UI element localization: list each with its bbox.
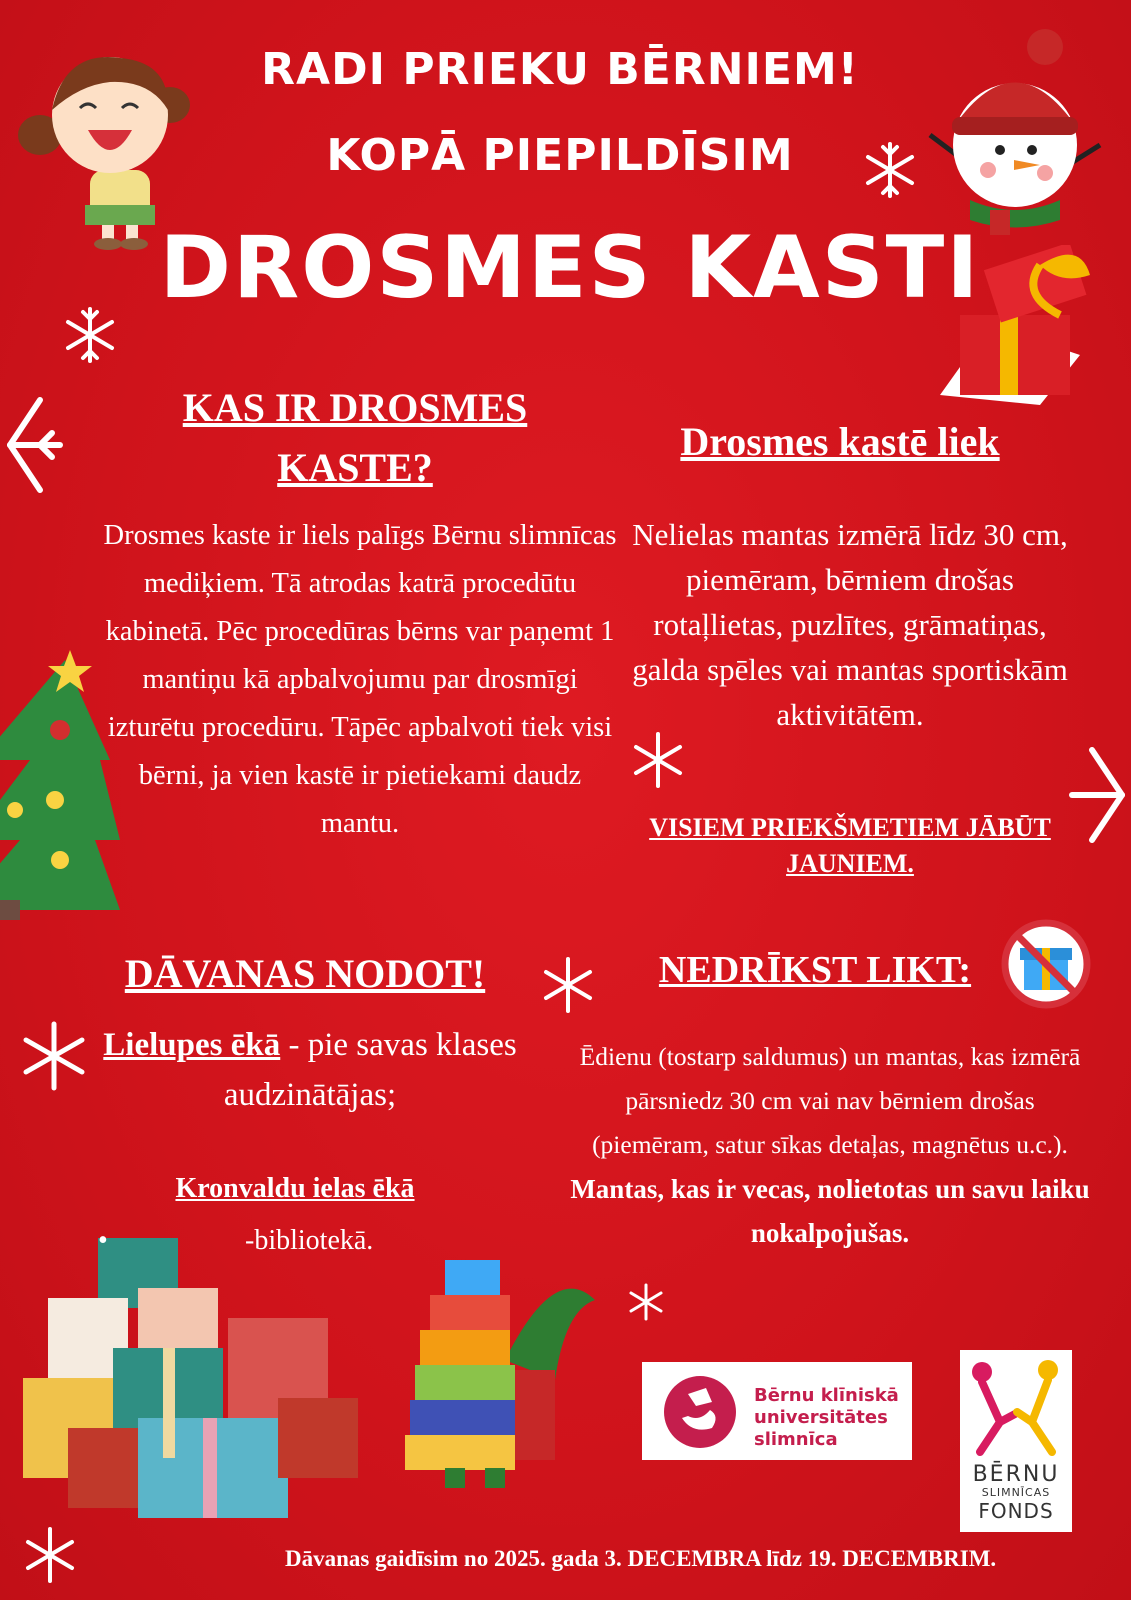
section-heading-what-to-put: Drosmes kastē liek [680, 419, 1000, 464]
gnome-with-gifts-illustration [405, 1240, 605, 1490]
delivery-place-1-name: Lielupes ēkā [103, 1027, 281, 1063]
snowflake-icon [60, 305, 120, 365]
hospital-name: Bērnu klīniskā universitātes slimnīca [754, 1385, 899, 1450]
snowflake-icon [18, 1020, 90, 1092]
section-text-what-is: Drosmes kaste ir liels palīgs Bērnu slimnīcas mediķiem. Tā atrodas katrā procedūtu kabinetā. Pēc procedūras bērns var paņemt 1 mantiņu kā apbalvojumu par drosmīgi izturētu procedūru. Tāpēc apbalvoti tiek visi bērni, ja vien kastē ir pietiekami daudz mantu. [103, 520, 617, 839]
hospital-emblem-icon [660, 1372, 740, 1452]
bullet: • [98, 1225, 108, 1256]
fund-name-line-3: FONDS [978, 1499, 1054, 1523]
fund-name [960, 1464, 1072, 1522]
section-heading-forbidden: NEDRĪKST LIKT: [658, 949, 972, 991]
section-heading-what-is: KAS IR DROSMES KASTE? [182, 385, 528, 490]
delivery-place-2-name: Kronvaldu ielas ēkā [175, 1173, 415, 1204]
fund-name-line-2: SLIMNĪCAS [981, 1486, 1051, 1499]
snowflake-icon [626, 1282, 666, 1322]
title-main: DROSMES KASTI [159, 218, 981, 318]
girl-illustration [10, 30, 200, 250]
requirement-note: VISIEM PRIEKŠMETIEM JĀBŪT JAUNIEM. [649, 813, 1051, 878]
forbidden-text: Ēdienu (tostarp saldumus) un mantas, kas izmērā pārsniedz 30 cm vai nav bērniem drošas (piemēram, satur sīkas detaļas, magnētus u.c.). [579, 1042, 1081, 1159]
gifts-pile-illustration [18, 1228, 378, 1518]
fund-figures-icon [960, 1352, 1072, 1462]
no-gift-icon [998, 916, 1094, 1012]
forbidden-bold-text: Mantas, kas ir vecas, nolietotas un savu laiku nokalpojušas. [570, 1174, 1090, 1248]
snowflake-icon [1062, 740, 1131, 850]
snowflake-icon [628, 730, 688, 790]
title-line-2: KOPĀ PIEPILDĪSIM [326, 130, 794, 181]
footer-dates: Dāvanas gaidīsim no 2025. gada 3. DECEMBRA līdz 19. DECEMBRIM. [285, 1546, 997, 1571]
snowflake-icon [20, 1525, 80, 1585]
title-line-1: RADI PRIEKU BĒRNIEM! [261, 44, 859, 95]
fund-name-line-1: BĒRNU [972, 1462, 1060, 1487]
delivery-place-2-detail: -bibliotekā. [245, 1225, 374, 1256]
section-text-what-to-put: Nelielas mantas izmērā līdz 30 cm, piemēram, bērniem drošas rotaļlietas, puzlītes, grāmatiņas, galda spēles vai mantas sportiskām aktivitātēm. [632, 517, 1068, 732]
snowflake-icon [538, 955, 598, 1015]
delivery-place-1 [90, 1020, 530, 1120]
section-heading-delivery: DĀVANAS NODOT! [124, 951, 486, 996]
snowman-illustration [910, 25, 1110, 235]
delivery-place-1-detail: - pie savas klases audzinātājas; [223, 1027, 517, 1113]
snowflake-icon [0, 390, 70, 500]
section-text-forbidden [570, 1035, 1090, 1255]
